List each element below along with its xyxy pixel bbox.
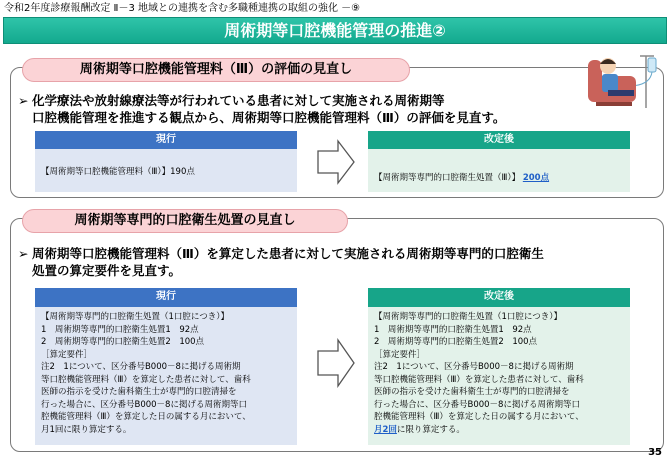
current-line: 医師の指示を受けた歯科衛生士が専門的口腔清掃を [41,387,237,397]
page-title: 周術期等口腔機能管理の推進② [3,17,667,44]
section2-bullet-line1: 周術期等口腔機能管理料（Ⅲ）を算定した患者に対して実施される周術期等専門的口腔衛生 [32,246,544,261]
section1-revised-points: 200点 [522,173,550,183]
section2-current-body [35,307,297,445]
page-number: 35 [648,447,662,458]
revised-line: 2 周術期等専門的口腔衛生処置2 100点 [374,337,538,347]
current-line: 1 周術期等専門的口腔衛生処置1 92点 [41,324,199,335]
revised-line: 腔機能管理料（Ⅲ）を算定した日の属する月において、 [374,412,584,422]
revised-line: 行った場合に、区分番号B000－8に掲げる周術期等口 [374,399,580,410]
current-line: 月1回に限り算定する。 [41,424,132,435]
revised-line: ［算定要件］ [374,349,426,360]
revised-line: 医師の指示を受けた歯科衛生士が専門的口腔清掃を [374,387,570,397]
revised-line: 【周術期等専門的口腔衛生処置（1口腔につき）】 [374,312,562,322]
current-line: 2 周術期等専門的口腔衛生処置2 100点 [41,337,205,347]
current-line: 腔機能管理料（Ⅲ）を算定した日の属する月において、 [41,412,251,422]
current-line: 行った場合に、区分番号B000－8に掲げる周術期等口 [41,399,247,410]
section2-revised-header: 改定後 [368,288,630,307]
revised-line: 1 周術期等専門的口腔衛生処置1 92点 [374,324,532,335]
current-line: ［算定要件］ [41,349,93,360]
section1-revised-item: 【周術期等専門的口腔衛生処置（Ⅲ）】 [374,173,521,183]
current-line: 注2 1について、区分番号B000－8に掲げる周術期 [41,362,241,372]
revised-last-rest: に限り算定する。 [396,424,465,435]
section1-current-body [35,149,297,192]
revised-line: 注2 1について、区分番号B000－8に掲げる周術期 [374,362,574,372]
section2-bullet [18,245,658,279]
revised-highlight: 月2回 [374,424,397,435]
current-line: 【周術期等専門的口腔衛生処置（1口腔につき）】 [41,312,229,322]
revised-line: 等口腔機能管理料（Ⅲ）を算定した患者に対して、歯科 [374,374,584,385]
section1-bullet-line1: 化学療法や放射線療法等が行われている患者に対して実施される周術期等 [32,93,445,108]
section1-bullet-line2: 口腔機能管理を推進する観点から、周術期等口腔機能管理料（Ⅲ）の評価を見直す。 [32,110,506,125]
section1-bullet [18,92,638,126]
bullet-mark: ➢ [18,246,29,261]
revised-line-last [374,424,584,437]
section1-current-points: 190点 [170,167,195,177]
section1-revised-header: 改定後 [368,131,630,149]
bullet-mark: ➢ [18,93,29,108]
current-line: 等口腔機能管理料（Ⅲ）を算定した患者に対して、歯科 [41,374,251,385]
section2-current-header: 現行 [35,288,297,307]
section1-current-item: 【周術期等口腔機能管理料（Ⅲ）】 [41,167,171,177]
arrow-right-icon [316,338,356,388]
section1-current-header: 現行 [35,131,297,149]
arrow-right-icon [316,139,356,185]
section2-bullet-line2: 処置の算定要件を見直す。 [32,263,182,278]
section1-revised-body [368,149,630,192]
header-line: 令和2年度診療報酬改定 Ⅱ－3 地域との連携を含む多職種連携の取組の強化 －⑨ [4,3,361,14]
section2-heading: 周術期等専門的口腔衛生処置の見直し [22,209,348,233]
section2-revised-body [368,307,630,445]
section1-heading: 周術期等口腔機能管理料（Ⅲ）の評価の見直し [22,58,410,82]
